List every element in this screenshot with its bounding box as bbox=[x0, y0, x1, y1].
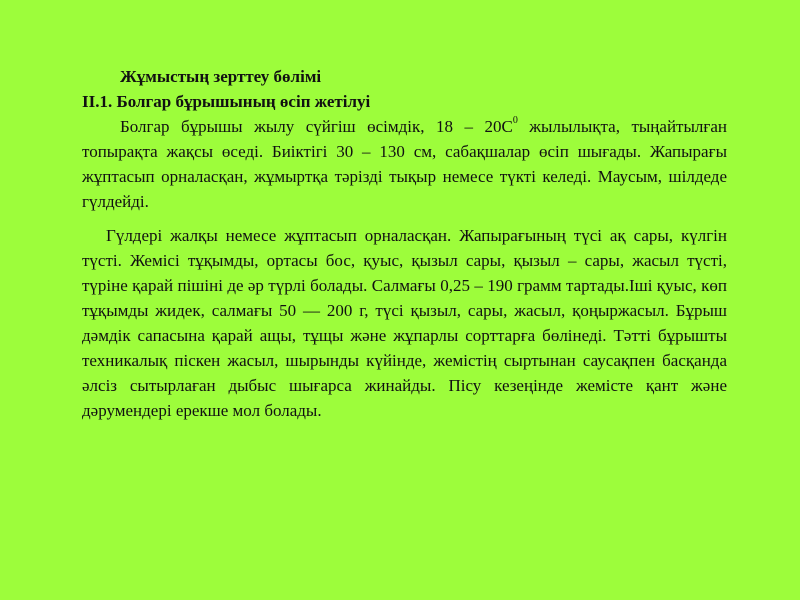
degree-superscript: 0 bbox=[512, 115, 518, 127]
paragraph-1-text-b: жылылықта, тыңайтылған топырақта жақсы өседі. Биіктігі 30 – 130 см, сабақшалар өсіп шығады. Жапырағы жұптасып орналасқан, жұмыртқа тәрізді тықыр немесе түкті келеді. Маусым, шілдеде гүлдейді. bbox=[82, 117, 728, 211]
slide-content bbox=[82, 64, 727, 423]
subsection-title: II.1. Болгар бұрышының өсіп жетілуі bbox=[82, 92, 371, 111]
paragraph-1-text-a: Болгар бұрышы жылу сүйгіш өсімдік, 18 – 20С bbox=[120, 117, 513, 136]
section-title: Жұмыстың зерттеу бөлімі bbox=[120, 67, 322, 86]
paragraph-2: Гүлдері жалқы немесе жұптасып орналасқан. Жапырағының түсі ақ сары, күлгін түсті. Жемісі тұқымды, ортасы бос, қуыс, қызыл сары, қызыл – сары, жасыл түсті, түріне қарай пішіні де әр түрлі болады. Салмағы 0,25 – 190 грамм тартады.Іші қуыс, көп тұқымды жидек, салмағы 50 — 200 г, түсі қызыл, сары, жасыл, қоңыржасыл. Бұрыш дәмдік сапасына қарай ащы, тұщы және жұпарлы сорттарға бөлінеді. Тәтті бұрышты техникалық піскен жасыл, шырынды күйінде, жемістің сыртынан саусақпен басқанда әлсіз сытырлаған дыбыс шығарса жинайды. Пісу кезеңінде жемісте қант және дәрумендері ерекше мол болады. bbox=[82, 226, 727, 420]
paragraph-1 bbox=[82, 114, 727, 214]
